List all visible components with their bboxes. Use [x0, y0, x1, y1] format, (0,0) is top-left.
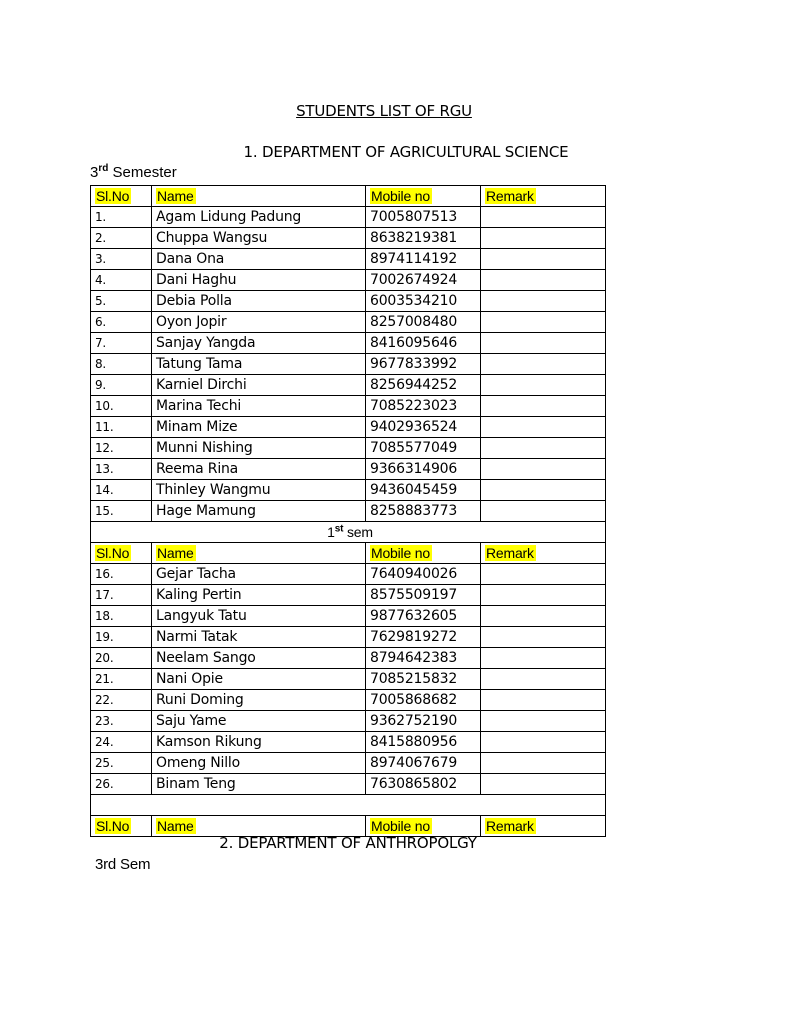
table-row: [91, 459, 606, 480]
table-row: [91, 438, 606, 459]
table-row: [91, 732, 606, 753]
row-mobile: 8415880956: [366, 732, 481, 753]
row-mobile: 7085577049: [366, 438, 481, 459]
table-row: [91, 564, 606, 585]
row-name: Karniel Dirchi: [152, 375, 366, 396]
row-slno: 23.: [91, 711, 152, 732]
table-row: [91, 753, 606, 774]
row-slno: 16.: [91, 564, 152, 585]
row-slno: 26.: [91, 774, 152, 795]
semester-1-row: [91, 522, 606, 543]
row-remark: [481, 438, 606, 459]
row-name: Gejar Tacha: [152, 564, 366, 585]
table-row: [91, 480, 606, 501]
row-remark: [481, 501, 606, 522]
row-name: Hage Mamung: [152, 501, 366, 522]
row-name: Minam Mize: [152, 417, 366, 438]
row-name: Marina Techi: [152, 396, 366, 417]
row-slno: 13.: [91, 459, 152, 480]
row-mobile: 7005807513: [366, 207, 481, 228]
table-row: [91, 627, 606, 648]
row-remark: [481, 333, 606, 354]
semester-1-number: 1: [327, 524, 335, 540]
row-remark: [481, 270, 606, 291]
row-slno: 1.: [91, 207, 152, 228]
row-name: Runi Doming: [152, 690, 366, 711]
header-remark: Remark: [481, 543, 606, 564]
semester-suffix: rd: [98, 163, 109, 174]
row-name: Munni Nishing: [152, 438, 366, 459]
header-slno: Sl.No: [91, 816, 152, 837]
row-slno: 11.: [91, 417, 152, 438]
row-slno: 5.: [91, 291, 152, 312]
row-remark: [481, 564, 606, 585]
department-2-row: [91, 795, 606, 816]
row-mobile: 8974114192: [366, 249, 481, 270]
row-remark: [481, 753, 606, 774]
row-slno: 6.: [91, 312, 152, 333]
row-mobile: 8638219381: [366, 228, 481, 249]
row-mobile: 8416095646: [366, 333, 481, 354]
row-name: Sanjay Yangda: [152, 333, 366, 354]
row-remark: [481, 711, 606, 732]
row-slno: 24.: [91, 732, 152, 753]
header-mobile: Mobile no: [366, 816, 481, 837]
row-remark: [481, 480, 606, 501]
row-remark: [481, 585, 606, 606]
row-slno: 25.: [91, 753, 152, 774]
table-row: [91, 669, 606, 690]
semester-1-word: sem: [346, 524, 373, 540]
row-remark: [481, 459, 606, 480]
row-mobile: 7085223023: [366, 396, 481, 417]
row-slno: 14.: [91, 480, 152, 501]
row-remark: [481, 249, 606, 270]
semester-number: 3: [90, 164, 99, 181]
row-slno: 20.: [91, 648, 152, 669]
table-row: [91, 270, 606, 291]
row-remark: [481, 648, 606, 669]
row-name: Langyuk Tatu: [152, 606, 366, 627]
header-name: Name: [152, 543, 366, 564]
row-name: Kamson Rikung: [152, 732, 366, 753]
table-row: [91, 690, 606, 711]
row-mobile: 7002674924: [366, 270, 481, 291]
semester-1-suffix: st: [334, 523, 344, 535]
row-slno: 2.: [91, 228, 152, 249]
row-slno: 22.: [91, 690, 152, 711]
table-row: [91, 333, 606, 354]
row-mobile: 9436045459: [366, 480, 481, 501]
row-mobile: 9402936524: [366, 417, 481, 438]
header-row: [91, 543, 606, 564]
row-slno: 4.: [91, 270, 152, 291]
header-name: Name: [152, 186, 366, 207]
row-mobile: 8257008480: [366, 312, 481, 333]
semester-word: Semester: [112, 164, 177, 181]
row-slno: 21.: [91, 669, 152, 690]
table-row: [91, 312, 606, 333]
row-slno: 3.: [91, 249, 152, 270]
table-row: [91, 417, 606, 438]
row-slno: 18.: [91, 606, 152, 627]
row-remark: [481, 669, 606, 690]
row-remark: [481, 690, 606, 711]
row-mobile: 9877632605: [366, 606, 481, 627]
row-name: Neelam Sango: [152, 648, 366, 669]
row-mobile: 8974067679: [366, 753, 481, 774]
row-remark: [481, 396, 606, 417]
row-remark: [481, 207, 606, 228]
row-name: Agam Lidung Padung: [152, 207, 366, 228]
row-slno: 8.: [91, 354, 152, 375]
row-mobile: 9362752190: [366, 711, 481, 732]
row-remark: [481, 627, 606, 648]
row-name: Kaling Pertin: [152, 585, 366, 606]
table-row: [91, 774, 606, 795]
row-mobile: 9677833992: [366, 354, 481, 375]
row-remark: [481, 375, 606, 396]
department-title-agricultural-science: 1. DEPARTMENT OF AGRICULTURAL SCIENCE: [243, 143, 569, 161]
row-mobile: 9366314906: [366, 459, 481, 480]
header-mobile: Mobile no: [366, 543, 481, 564]
row-remark: [481, 417, 606, 438]
row-mobile: 8256944252: [366, 375, 481, 396]
row-name: Debia Polla: [152, 291, 366, 312]
header-slno: Sl.No: [91, 543, 152, 564]
row-remark: [481, 606, 606, 627]
row-mobile: 7630865802: [366, 774, 481, 795]
row-name: Dani Haghu: [152, 270, 366, 291]
table-row: [91, 249, 606, 270]
row-mobile: 7640940026: [366, 564, 481, 585]
row-name: Dana Ona: [152, 249, 366, 270]
table-row: [91, 585, 606, 606]
semester-label-anthropology: 3rd Sem: [95, 856, 151, 873]
document-title: STUDENTS LIST OF RGU: [296, 102, 472, 120]
row-remark: [481, 732, 606, 753]
header-row: [91, 186, 606, 207]
row-remark: [481, 291, 606, 312]
row-mobile: 7085215832: [366, 669, 481, 690]
row-mobile: 6003534210: [366, 291, 481, 312]
department-title-anthropology: 2. DEPARTMENT OF ANTHROPOLGY: [219, 834, 477, 852]
header-remark: Remark: [481, 816, 606, 837]
students-table: [90, 185, 606, 873]
row-slno: 15.: [91, 501, 152, 522]
row-remark: [481, 228, 606, 249]
row-name: Narmi Tatak: [152, 627, 366, 648]
row-name: Omeng Nillo: [152, 753, 366, 774]
row-mobile: 8258883773: [366, 501, 481, 522]
table-row: [91, 207, 606, 228]
table-row: [91, 396, 606, 417]
table-row: [91, 648, 606, 669]
row-name: Chuppa Wangsu: [152, 228, 366, 249]
row-name: Oyon Jopir: [152, 312, 366, 333]
table-row: [91, 501, 606, 522]
row-slno: 7.: [91, 333, 152, 354]
row-slno: 10.: [91, 396, 152, 417]
table-row: [91, 606, 606, 627]
row-slno: 19.: [91, 627, 152, 648]
row-remark: [481, 354, 606, 375]
row-name: Binam Teng: [152, 774, 366, 795]
row-name: Saju Yame: [152, 711, 366, 732]
row-mobile: 8575509197: [366, 585, 481, 606]
table-row: [91, 228, 606, 249]
semester-label: [90, 164, 177, 181]
table-row: [91, 354, 606, 375]
row-slno: 12.: [91, 438, 152, 459]
row-mobile: 8794642383: [366, 648, 481, 669]
row-mobile: 7005868682: [366, 690, 481, 711]
row-slno: 17.: [91, 585, 152, 606]
row-name: Tatung Tama: [152, 354, 366, 375]
table-row: [91, 375, 606, 396]
header-remark: Remark: [481, 186, 606, 207]
semester-1-label: [91, 522, 606, 543]
row-slno: 9.: [91, 375, 152, 396]
row-remark: [481, 312, 606, 333]
header-mobile: Mobile no: [366, 186, 481, 207]
row-name: Thinley Wangmu: [152, 480, 366, 501]
row-name: Reema Rina: [152, 459, 366, 480]
header-slno: Sl.No: [91, 186, 152, 207]
row-name: Nani Opie: [152, 669, 366, 690]
table-row: [91, 711, 606, 732]
table-row: [91, 291, 606, 312]
row-remark: [481, 774, 606, 795]
header-name: Name: [152, 816, 366, 837]
row-mobile: 7629819272: [366, 627, 481, 648]
